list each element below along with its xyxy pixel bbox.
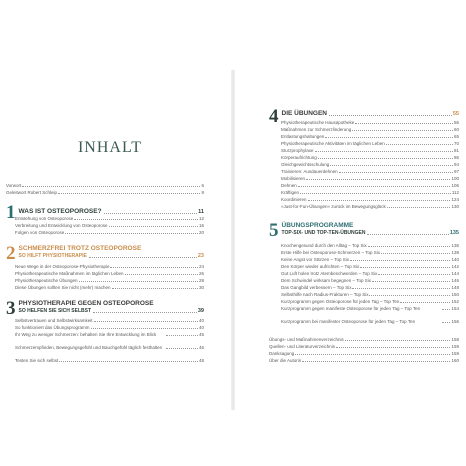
chapter-number: 1 [6, 202, 16, 223]
toc-entry: Knochengesund durch den Alltag – Top Six 136 [281, 243, 459, 248]
chapter-5-heading [269, 222, 459, 240]
chapter-page: 11 [198, 209, 204, 215]
toc-entry: Physiotherapeutische Hausapotheke 56 [281, 120, 459, 125]
toc-entry-back: Danksagung 159 [269, 351, 459, 356]
toc-entry: Entstehung von Osteoporose 12 [15, 216, 204, 221]
chapter-page: 135 [449, 230, 459, 236]
chapter-title: DIE ÜBUNGEN [281, 110, 328, 117]
toc-entry: Physiotherapeutische Aktivitäten im täglichen Leben 70 [281, 141, 459, 146]
toc-entry: »Just-for-Fun-Übungen« zurück im Bewegungsglück 130 [281, 204, 459, 209]
toc-entry: Selbsthilfe nach Radius-Frakturen – Top Six 150 [281, 292, 459, 297]
toc-entry: Den Körper wieder aufrichten – Top Six 142 [281, 264, 459, 269]
toc-entry: Koordinieren 124 [281, 197, 459, 202]
toc-entry-back: Über die Autorin 160 [269, 358, 459, 363]
toc-entry: Sturzprophylaxe 81 [281, 148, 459, 153]
toc-entry: Neue Wege in der Osteoporose-Physiotherapie 24 [15, 264, 204, 269]
toc-entry: Trainieren: Ausdauerdehnen 97 [281, 169, 459, 174]
chapter-title: ÜBUNGSPROGRAMME [281, 222, 354, 229]
toc-entry: Gut Luft holen trotz Atembeschwerden – Top Six 144 [281, 271, 459, 276]
toc-entry: Kurzprogramm gegen Osteoporose für jeden Tag – Top Ten 152 [281, 299, 459, 304]
toc-entry: Physiotherapeutische Übungen 28 [15, 278, 204, 283]
toc-entry: Keine Angst vor Stürzen – Top Six 140 [281, 257, 459, 262]
toc-entry-back: Quellen- und Literaturverzeichnis 159 [269, 344, 459, 349]
chapter-subtitle: TOP-SIX- UND TOP-TEN-ÜBUNGEN [281, 230, 366, 236]
toc-entry: Kurzprogramm gegen manifeste Osteoporose für jeden Tag – Top Ten 154 [281, 306, 459, 311]
chapter-3-heading [6, 300, 204, 318]
toc-entry: Erste Hilfe bei Osteoporose-Schmerzen – Top Six 138 [281, 250, 459, 255]
chapter-number: 4 [269, 106, 279, 127]
toc-entry: Körperaufrichtung 86 [281, 155, 459, 160]
toc-entry: Gleichgewichtsschulung 94 [281, 162, 459, 167]
toc-entry: So funktioniert das Übungsprogramm 40 [15, 325, 204, 330]
chapter-subtitle: SO HILFT PHYSIOTHERAPIE [18, 253, 87, 259]
right-page [233, 0, 466, 466]
chapter-page: 23 [197, 253, 204, 259]
toc-entry: Dem Schwindel wirksam begegnen – Top Six 146 [281, 278, 459, 283]
toc-entry-geleitwort: Geleitwort Robert Schleip 8 [6, 190, 204, 195]
toc-entry: Entlastungshaltungen 65 [281, 134, 459, 139]
page-title: INHALT [77, 139, 143, 156]
chapter-title: SCHMERZFREI TROTZ OSTEOPOROSE [18, 245, 142, 252]
toc-entry: Testen Sie sich selbst 48 [15, 358, 204, 363]
toc-entry: Ihr Weg zu weniger Schmerzen: behalten Sie Ihre Entwicklung im Blick 45 [15, 332, 204, 337]
chapter-page: 39 [197, 308, 204, 314]
toc-entry: Diese Übungen sollten Sie nicht (mehr) machen 30 [15, 285, 204, 290]
toc-entry: Maßnahmen zur Schmerzlinderung 60 [281, 127, 459, 132]
toc-entry-back: Übungs- und Maßnahmenverzeichnis 158 [269, 337, 459, 342]
toc-entry: Kurzprogramm bei manifester Osteoporose für jeden Tag – Top Ten 156 [281, 319, 459, 324]
chapter-number: 5 [269, 220, 279, 241]
chapter-page: 55 [452, 111, 459, 117]
toc-entry: Schmerzempfinden, Bewegungsgefühl und Bauchgefühl täglich festhalten 46 [15, 345, 204, 350]
chapter-number: 3 [6, 298, 16, 319]
toc-entry: Physiotherapeutische Maßnahmen im täglichen Leben 26 [15, 271, 204, 276]
chapter-2-heading [6, 245, 204, 263]
toc-entry: Das Gangbild verbessern – Top Six 148 [281, 285, 459, 290]
chapter-title: WAS IST OSTEOPOROSE? [18, 208, 102, 215]
toc-entry: Folgen von Osteoporose 20 [15, 230, 204, 235]
toc-entry: Selbstvertrauen und Selbstwirksamkeit 40 [15, 318, 204, 323]
chapter-number: 2 [6, 243, 16, 264]
toc-entry: Verbreitung und Entwicklung von Osteoporose 16 [15, 223, 204, 228]
chapter-title: PHYSIOTHERAPIE GEGEN OSTEOPOROSE [18, 300, 154, 307]
toc-entry: Mobilisieren 100 [281, 176, 459, 181]
chapter-subtitle: SO HELFEN SIE SICH SELBST [18, 308, 92, 314]
toc-entry-foreword: Vorwort 6 [6, 183, 204, 188]
toc-entry: Kräftigen 112 [281, 190, 459, 195]
toc-entry: Dehnen 106 [281, 183, 459, 188]
